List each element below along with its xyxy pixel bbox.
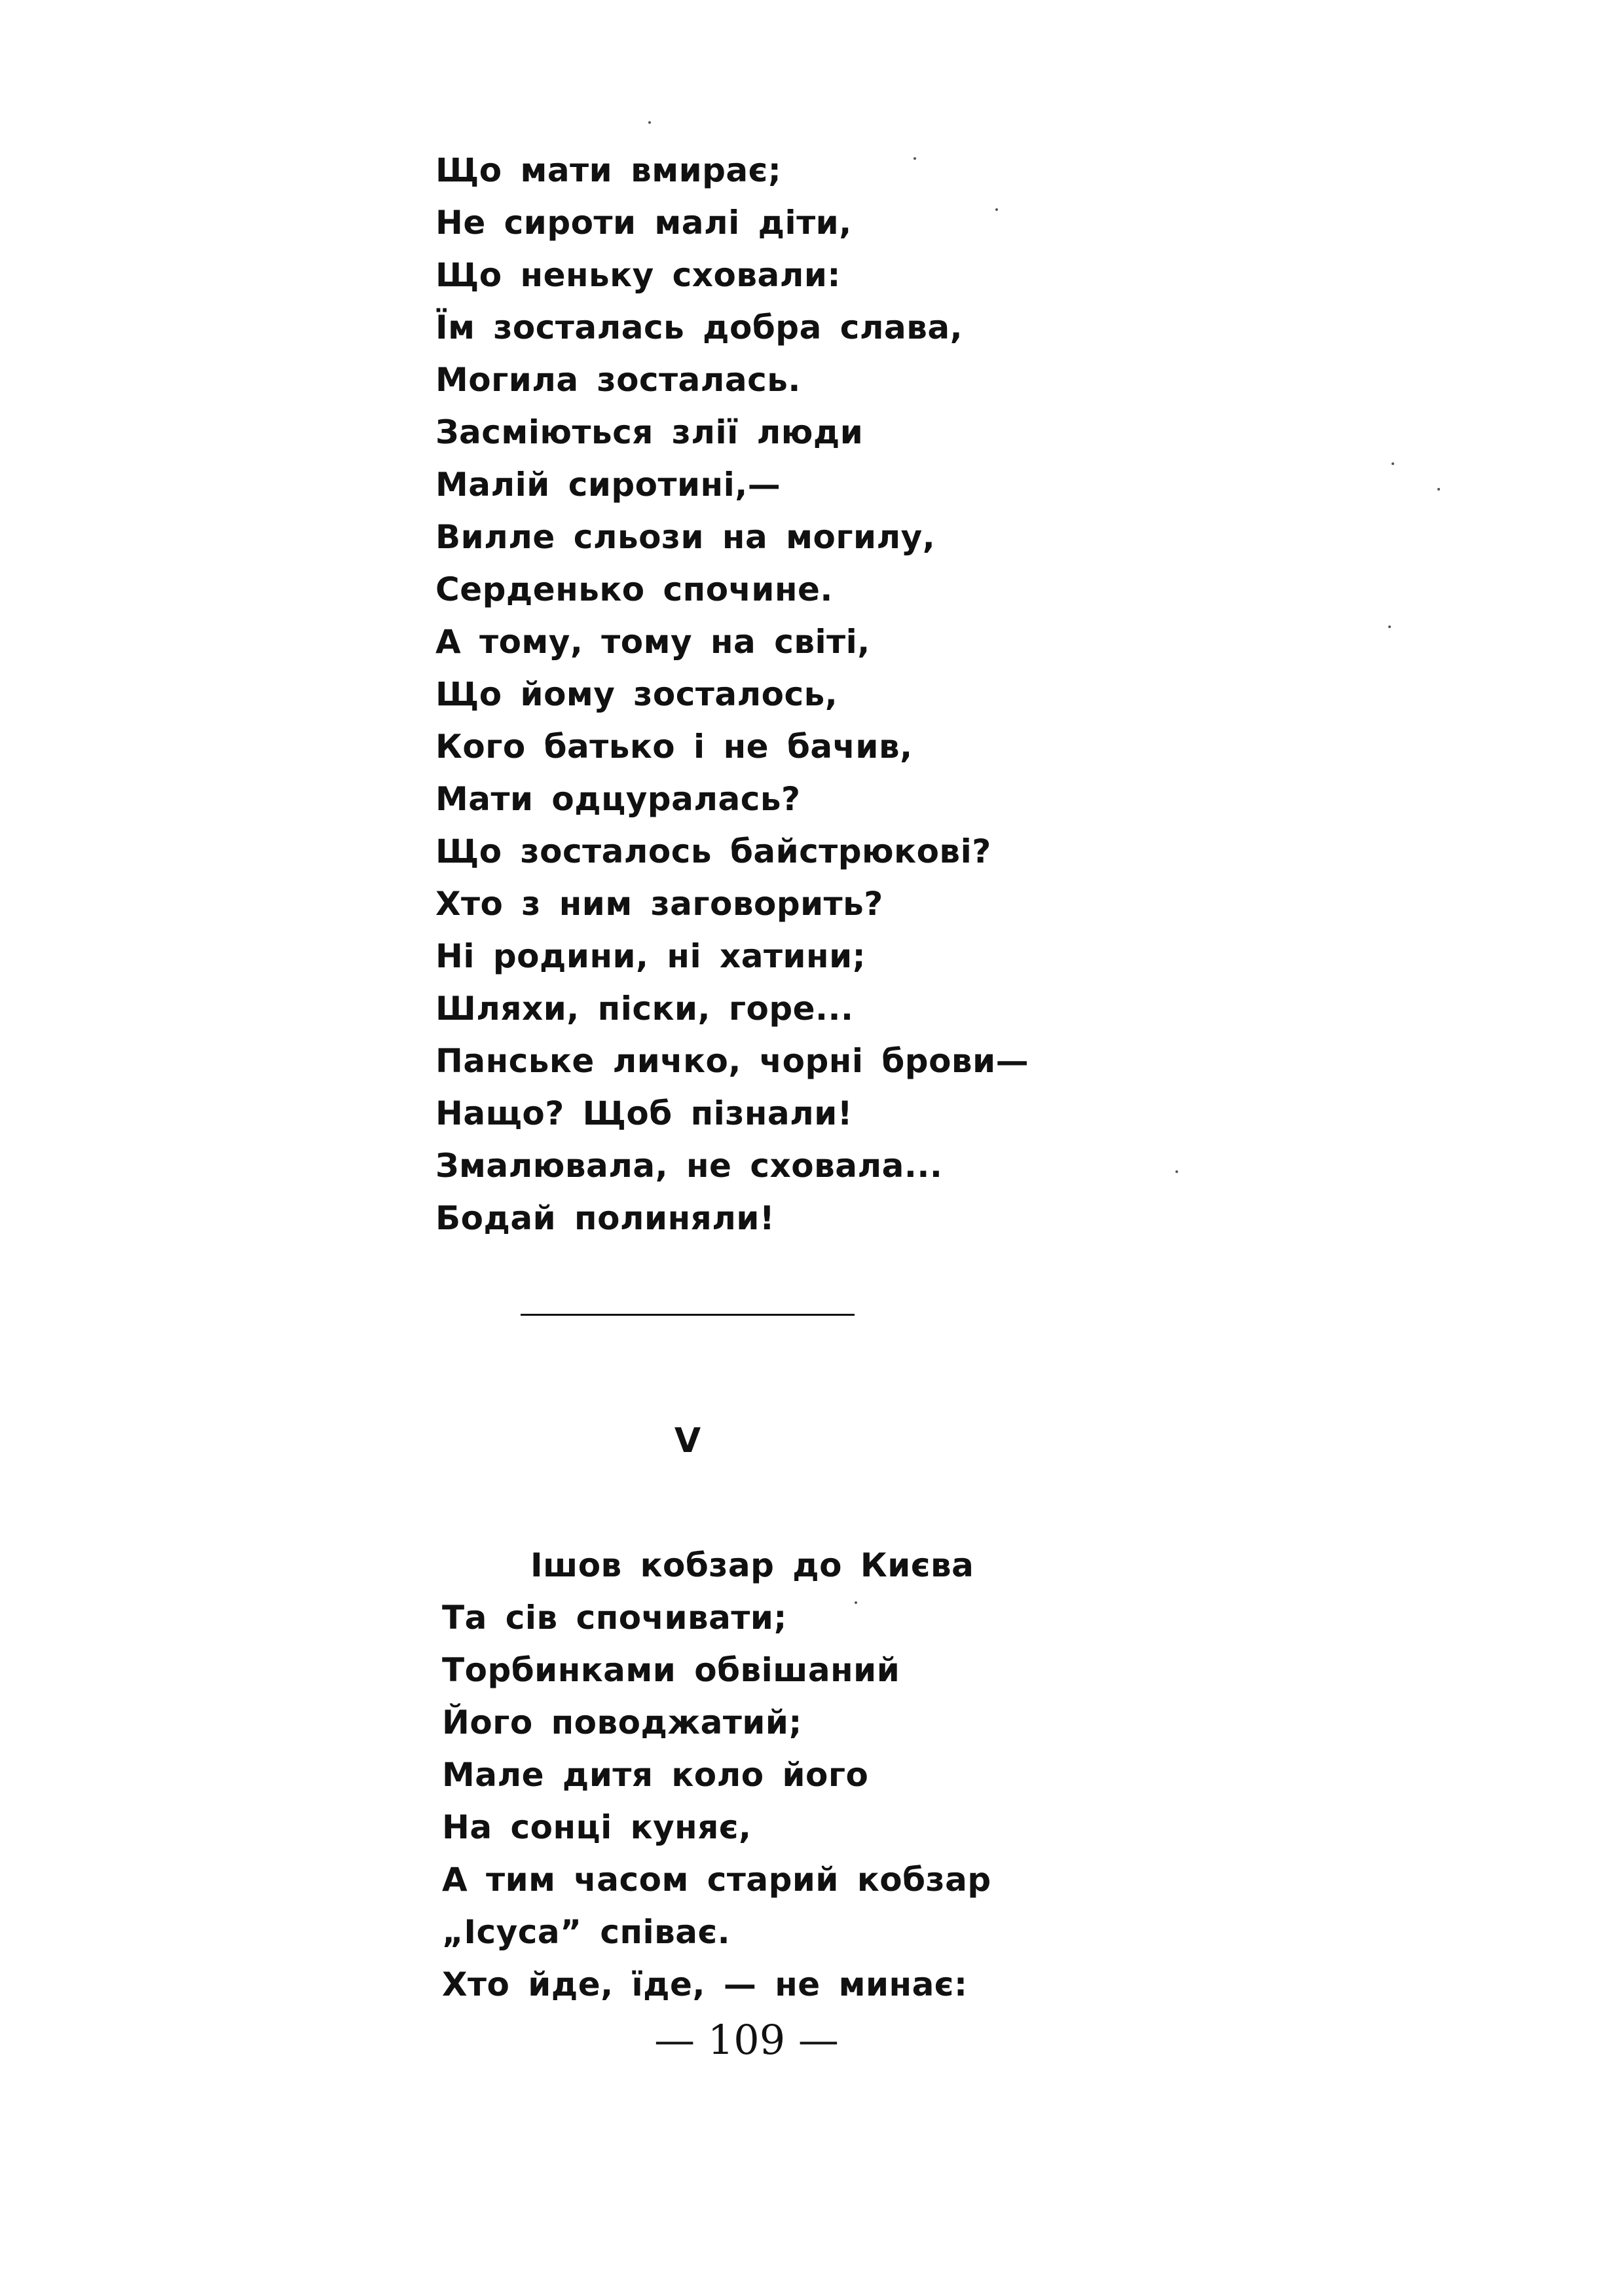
poem-line: Хто з ним заговорить? [435, 885, 883, 923]
poem-line: Торбинками обвішаний [442, 1651, 900, 1689]
section-divider [521, 1314, 855, 1316]
poem-line: Та сів спочивати; [442, 1599, 787, 1637]
poem-line: „Ісуса” співає. [442, 1913, 731, 1951]
poem-line: Шляхи, піски, горе... [435, 990, 854, 1028]
poem-line: Малій сиротині,— [435, 466, 781, 504]
paper-speck [648, 121, 651, 124]
poem-line: А тим часом старий кобзар [442, 1861, 991, 1899]
paper-speck [1388, 625, 1391, 628]
section-numeral: V [674, 1421, 701, 1461]
paper-speck [1437, 488, 1440, 491]
paper-speck [855, 1601, 857, 1604]
poem-line: Його поводжатий; [442, 1703, 802, 1741]
poem-line: Нащо? Щоб пізнали! [435, 1094, 853, 1132]
poem-line: Змалювала, не сховала... [435, 1147, 943, 1185]
poem-stanza-top [435, 144, 1029, 1244]
paper-speck [1392, 462, 1394, 465]
poem-line: Ні родини, ні хатини; [435, 937, 866, 975]
poem-line: Панське личко, чорні брови— [435, 1042, 1029, 1080]
poem-line: Серденько спочине. [435, 570, 833, 608]
poem-line: Що зосталось байстрюкові? [435, 832, 991, 870]
poem-line: Вилле сльози на могилу, [435, 518, 936, 556]
poem-line: Що мати вмирає; [435, 151, 782, 189]
poem-line: Кого батько і не бачив, [435, 728, 913, 766]
poem-line: Хто йде, їде, — не минає: [442, 1965, 968, 2003]
poem-line: Що йому зосталось, [435, 675, 838, 713]
poem-line: Могила зосталась. [435, 361, 801, 399]
poem-stanza-bottom [442, 1539, 991, 2011]
paper-speck [995, 208, 998, 211]
poem-line: Їм зосталась добра слава, [435, 308, 963, 346]
poem-line: Мати одцуралась? [435, 780, 801, 818]
paper-speck [913, 157, 916, 160]
poem-line: Не сироти малі діти, [435, 204, 852, 242]
poem-line: Засміються злії люди [435, 413, 864, 451]
poem-line: Що неньку сховали: [435, 256, 841, 294]
poem-line: А тому, тому на світі, [435, 623, 870, 661]
page-number: — 109 — [654, 2016, 839, 2064]
paper-speck [1175, 1170, 1178, 1173]
poem-line: Мале дитя коло його [442, 1756, 869, 1794]
poem-line: Бодай полиняли! [435, 1199, 775, 1237]
poem-line: На сонці куняє, [442, 1808, 752, 1846]
poem-line: Ішов кобзар до Києва [530, 1546, 974, 1584]
